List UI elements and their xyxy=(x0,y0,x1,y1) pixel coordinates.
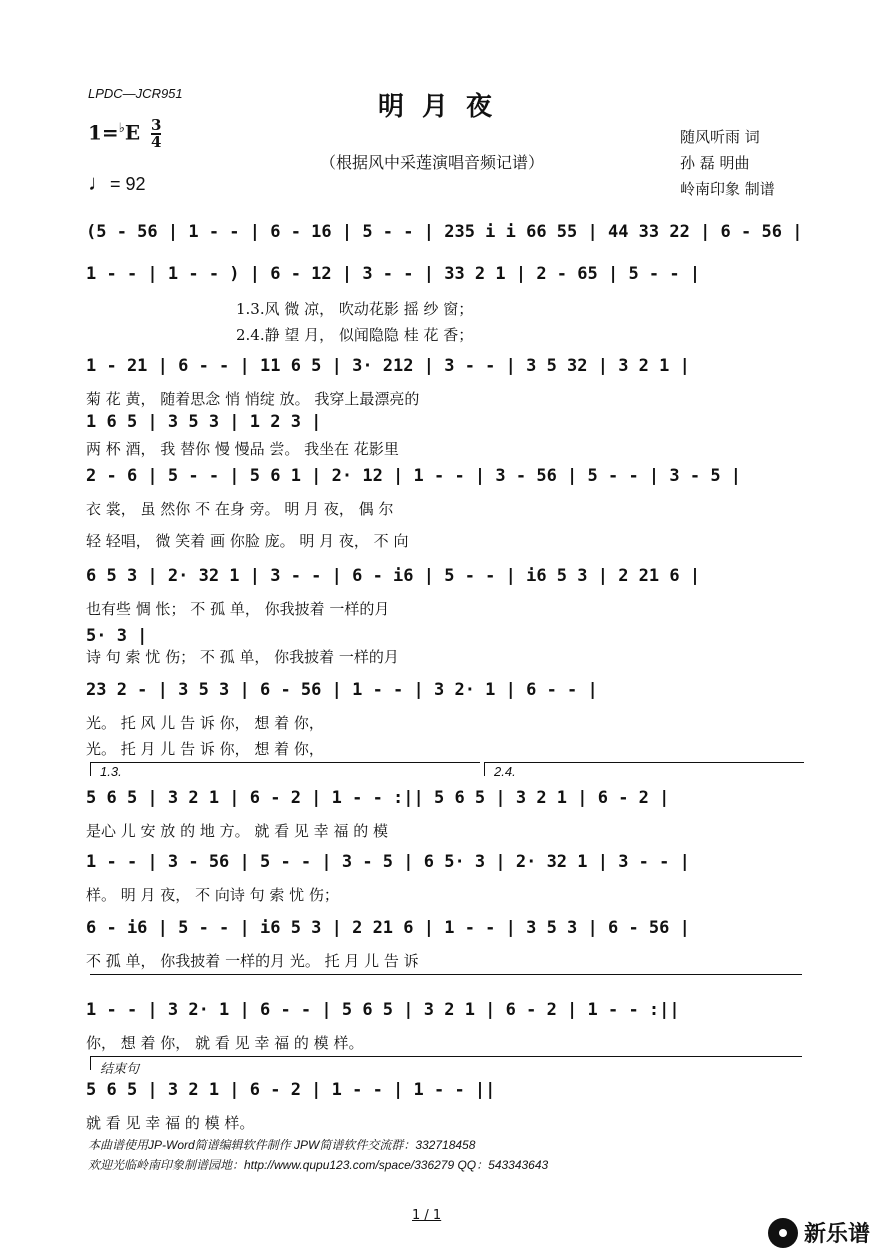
tempo-value: = 92 xyxy=(110,174,146,194)
notation-row: 1 - - | 3 - 56 | 5 - - | 3 - 5 | 6 5· 3 | 2· 32 1 | 3 - - | xyxy=(86,852,690,872)
notation-row: 6 5 3 | 2· 32 1 | 3 - - | 6 - i6 | 5 - - | i6 5 3 | 2 21 6 | xyxy=(86,566,701,586)
time-top: 3 xyxy=(151,116,162,134)
footer-line-1: 本曲谱使用JP-Word简谱编辑软件制作 JPW简谱软件交流群：332718458 xyxy=(88,1138,476,1152)
notation-row: 2 - 6 | 5 - - | 5 6 1 | 2· 12 | 1 - - | 3 - 56 | 5 - - | 3 - 5 | xyxy=(86,466,742,486)
record-disc-icon xyxy=(768,1218,798,1248)
time-bottom: 4 xyxy=(151,133,162,151)
lyric-line: 样。 明 月 夜， 不 向诗 句 索 忧 伤； xyxy=(86,886,339,904)
ending-edge xyxy=(90,1056,91,1070)
lyric-line: 也有些 惆 怅； 不 孤 单， 你我披着 一样的月 xyxy=(86,600,390,618)
notation-row: 6 - i6 | 5 - - | i6 5 3 | 2 21 6 | 1 - - | 3 5 3 | 6 - 56 | xyxy=(86,918,690,938)
lyric-line: 不 孤 单， 你我披着 一样的月 光。 托 月 儿 告 诉 xyxy=(86,952,419,970)
time-signature xyxy=(151,118,161,150)
volta-bracket-second xyxy=(484,762,804,763)
ending-bracket xyxy=(90,1056,802,1057)
volta-second-label: 2.4. xyxy=(494,764,516,779)
ending-label: 结束句 xyxy=(100,1061,140,1076)
page-number: 1 / 1 xyxy=(412,1208,442,1223)
volta-first-label: 1.3. xyxy=(100,764,122,779)
lyric-line: 就 看 见 幸 福 的 模 样。 xyxy=(86,1114,255,1132)
lyric-line: 1.3.风 微 凉， 吹动花影 摇 纱 窗； xyxy=(236,300,474,318)
lyric-line: 你， 想 着 你， 就 看 见 幸 福 的 模 样。 xyxy=(86,1034,364,1052)
lyric-line: 衣 裳， 虽 然你 不 在身 旁。 明 月 夜， 偶 尔 xyxy=(86,500,394,518)
volta-edge xyxy=(484,762,485,776)
notation-row: 23 2 - | 3 5 3 | 6 - 56 | 1 - - | 3 2· 1 | 6 - - | xyxy=(86,680,598,700)
key-note: E xyxy=(124,120,141,145)
lyric-line: 2.4.静 望 月， 似闻隐隐 桂 花 香； xyxy=(236,326,474,344)
score-code: LPDC—JCR951 xyxy=(88,86,183,101)
lyric-line: 两 杯 酒， 我 替你 慢 慢品 尝。 我坐在 花影里 xyxy=(86,440,399,458)
lyric-line: 是心 儿 安 放 的 地 方。 就 看 见 幸 福 的 模 xyxy=(86,822,388,840)
flat-sign: ♭ xyxy=(118,120,125,136)
key-prefix: 1= xyxy=(88,120,119,145)
tempo xyxy=(88,170,146,196)
notation-row: 1 - 21 | 6 - - | 11 6 5 | 3· 212 | 3 - - | 3 5 32 | 3 2 1 | xyxy=(86,356,690,376)
notation-row: (5 - 56 | 1 - - | 6 - 16 | 5 - - | 235 i i 66 55 | 44 33 22 | 6 - 56 | xyxy=(86,222,803,242)
volta-edge xyxy=(90,762,91,776)
repeat-bracket xyxy=(90,974,802,975)
lyric-line: 光。 托 风 儿 告 诉 你， 想 着 你， xyxy=(86,714,324,732)
lyricist-credit: 随风听雨 词 xyxy=(680,128,760,146)
composer-credit: 孙 磊 明曲 xyxy=(680,154,750,172)
notation-row: 5· 3 | xyxy=(86,626,148,646)
footer-line-2: 欢迎光临岭南印象制谱园地：http://www.qupu123.com/space/336279 QQ：543343643 xyxy=(88,1158,549,1172)
key-signature xyxy=(88,118,161,150)
brand-logo xyxy=(768,1217,870,1248)
subtitle: （根据风中采莲演唱音频记谱） xyxy=(320,153,545,172)
arranger-credit: 岭南印象 制谱 xyxy=(680,180,775,198)
lyric-line: 诗 句 索 忧 伤； 不 孤 单， 你我披着 一样的月 xyxy=(86,648,399,666)
notation-row: 5 6 5 | 3 2 1 | 6 - 2 | 1 - - :|| 5 6 5 | 3 2 1 | 6 - 2 | xyxy=(86,788,670,808)
quarter-note-icon: ♩ xyxy=(88,170,110,195)
lyric-line: 轻 轻唱， 微 笑着 画 你脸 庞。 明 月 夜， 不 向 xyxy=(86,532,409,550)
page-title: 明月夜 xyxy=(377,92,510,122)
lyric-line: 菊 花 黄， 随着思念 悄 悄绽 放。 我穿上最漂亮的 xyxy=(86,390,420,408)
brand-logo-text: 新乐谱 xyxy=(803,1222,870,1247)
notation-row: 1 - - | 3 2· 1 | 6 - - | 5 6 5 | 3 2 1 | 6 - 2 | 1 - - :|| xyxy=(86,1000,680,1020)
notation-row: 1 - - | 1 - - ) | 6 - 12 | 3 - - | 33 2 1 | 2 - 65 | 5 - - | xyxy=(86,264,701,284)
volta-bracket-first xyxy=(90,762,480,763)
lyric-line: 光。 托 月 儿 告 诉 你， 想 着 你， xyxy=(86,740,324,758)
notation-row: 5 6 5 | 3 2 1 | 6 - 2 | 1 - - | 1 - - || xyxy=(86,1080,496,1100)
notation-row: 1 6 5 | 3 5 3 | 1 2 3 | xyxy=(86,412,322,432)
